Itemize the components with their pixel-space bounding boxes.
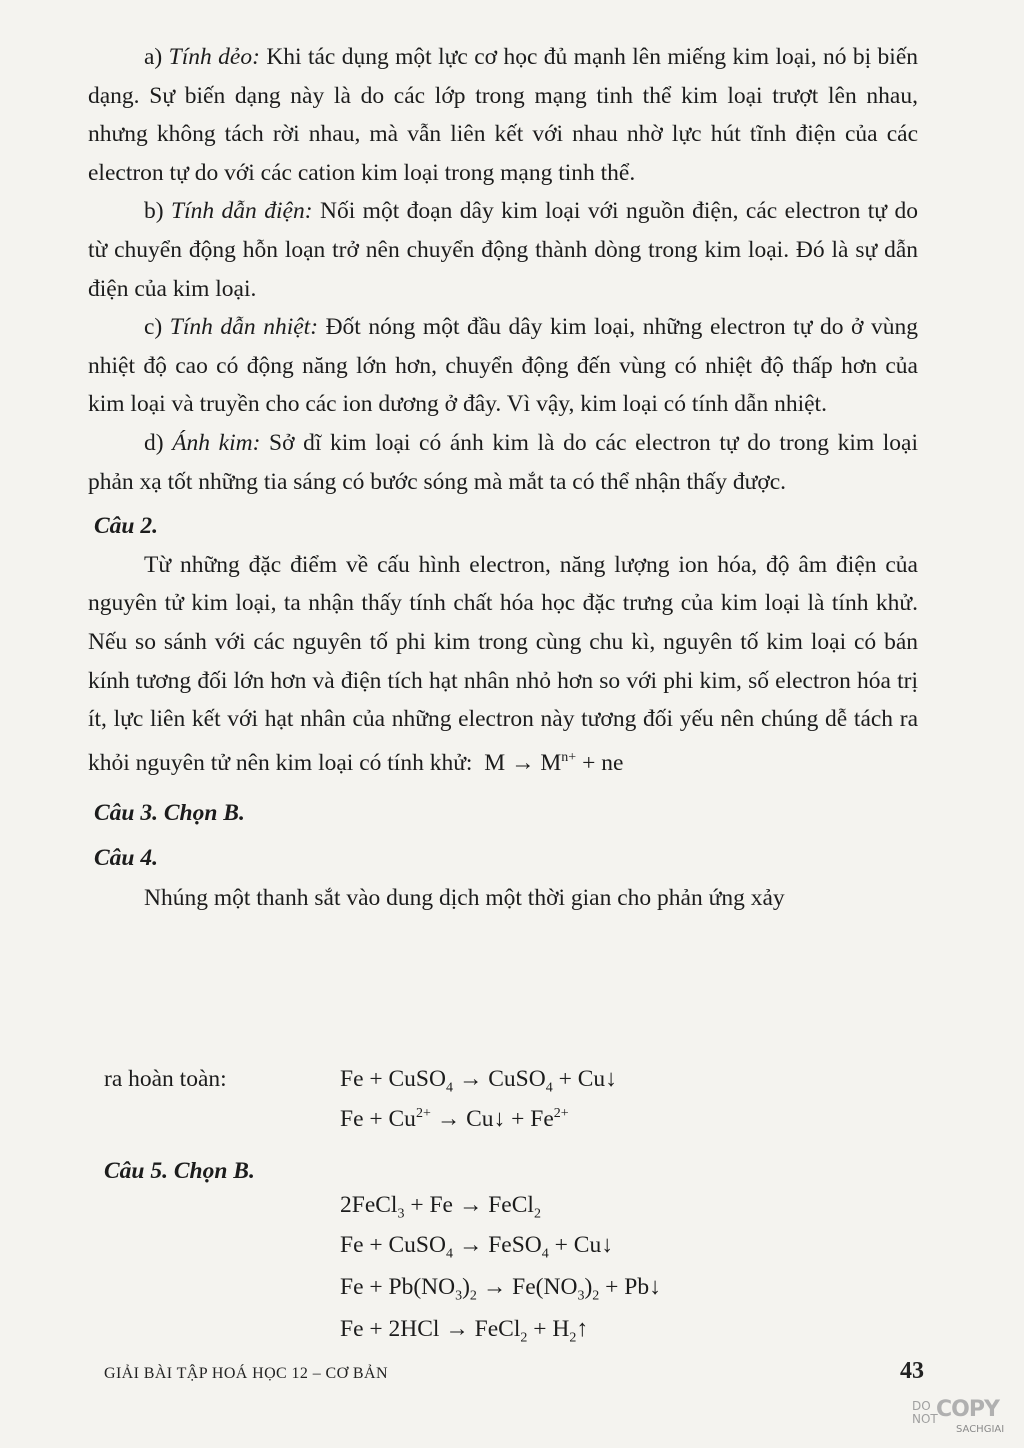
title-c: Tính dẫn nhiệt: (169, 314, 319, 341)
cau4-lead: ra hoàn toàn: (104, 1066, 227, 1092)
heading-cau-2: Câu 2. (94, 513, 158, 540)
cau4-eq-2 (104, 1106, 924, 1146)
cau5-eq-1 (104, 1192, 924, 1232)
eq-charge: n+ (561, 749, 577, 765)
watermark-do: DO NOT (912, 1399, 938, 1426)
title-b: Tính dẫn điện: (171, 198, 313, 225)
paragraph-cau-2 (88, 546, 918, 782)
watermark-copy: COPY (936, 1397, 999, 1422)
heading-cau-3: Câu 3. Chọn B. (94, 800, 245, 827)
text-d: Sở dĩ kim loại có ánh kim là do các electron tự do trong kim loại phản xạ tốt những tia sáng có bước sóng mà mắt ta có thể nhận thấy được. (88, 429, 918, 495)
page-number: 43 (900, 1358, 924, 1384)
label-b: b) (144, 198, 172, 225)
paragraph-a (88, 38, 918, 192)
eq-m: M (484, 749, 506, 776)
footer-book-title: GIẢI BÀI TẬP HOÁ HỌC 12 – CƠ BẢN (104, 1365, 388, 1382)
cau5-eq-3 (104, 1274, 924, 1316)
eq-tail: + ne (576, 749, 624, 776)
text-b: Nối một đoạn dây kim loại với nguồn điện, các electron tự do từ chuyển động hỗn loạn trở nên chuyển động thành dòng trong kim loại. Đó là sự dẫn điện của kim loại. (88, 198, 918, 302)
heading-cau-4: Câu 4. (94, 844, 158, 871)
cau2-eq (484, 750, 623, 776)
equation: 2FeCl$_3$ + Fe → FeCl$_2$ (340, 1192, 541, 1222)
eq-arrow: → (511, 749, 535, 776)
label-a: a) (144, 44, 169, 70)
heading-cau-5: Câu 5. Chọn B. (104, 1158, 255, 1184)
text-a: Khi tác dụng một lực cơ học đủ mạnh lên miếng kim loại, nó bị biến dạng. Sự biến dạng này là do các lớp trong mạng tinh thể kim loại trượt lên nhau, nhưng không tách rời nhau, mà vẫn liên kết với nhau nhờ lực hút tĩnh điện của các electron tự do với các cation kim loại trong mạng tinh thể. (88, 44, 919, 186)
equation: Fe + CuSO$_4$ → CuSO$_4$ + Cu↓ (340, 1066, 617, 1096)
equation: $Fe + Cu^{2+}$ → Cu↓ + $Fe^{2+}$ (340, 1106, 569, 1132)
label-c: c) (144, 314, 170, 341)
cau4-equations (104, 1066, 924, 1146)
equation: Fe + 2HCl → FeCl$_2$ + $H_2↑$ (340, 1316, 589, 1346)
label-d: d) (144, 429, 173, 456)
watermark-logo (906, 1398, 1016, 1442)
cau5-equations (104, 1192, 924, 1358)
paragraph-c (88, 308, 918, 424)
paragraph-b (88, 192, 918, 308)
paragraph-d (88, 424, 918, 501)
body-text (88, 38, 918, 918)
title-a: Tính dẻo: (168, 44, 260, 70)
cau2-text: Từ những đặc điểm về cấu hình electron, năng lượng ion hóa, độ âm điện của nguyên tử kim loại, ta nhận thấy tính chất hóa học đặc trưng của kim loại là tính khử. Nếu so sánh với các nguyên tố phi kim trong cùng chu kì, nguyên tố kim loại có bán kính tương đối lớn hơn và điện tích hạt nhân nhỏ hơn so với phi kim, số electron hóa trị ít, lực liên kết với hạt nhân của những electron này tương đối yếu nên chúng dễ tách ra khỏi nguyên tử nên kim loại có tính khử: (88, 551, 918, 776)
watermark-site: SACHGIAI (956, 1424, 1005, 1435)
equation: $Fe + Pb(NO_3)_2 \to Fe(NO_3)_2$ + Pb↓ (340, 1274, 661, 1304)
eq-m-ion: M (540, 749, 562, 776)
cau5-eq-2 (104, 1232, 924, 1274)
title-d: Ánh kim: (172, 429, 261, 456)
equation: Fe + CuSO$_4$ → FeSO$_4$ + Cu↓ (340, 1232, 613, 1262)
cau5-eq-4 (104, 1316, 924, 1358)
paragraph-cau-4: Nhúng một thanh sắt vào dung dịch một thời gian cho phản ứng xảy (144, 885, 785, 912)
text-c: Đốt nóng một đầu dây kim loại, những electron tự do ở vùng nhiệt độ cao có động năng lớn hơn, chuyển động đến vùng có nhiệt độ thấp hơn của kim loại và truyền cho các ion dương ở đây. Vì vậy, kim loại có tính dẫn nhiệt. (88, 314, 918, 418)
cau4-eq-1 (104, 1066, 924, 1106)
